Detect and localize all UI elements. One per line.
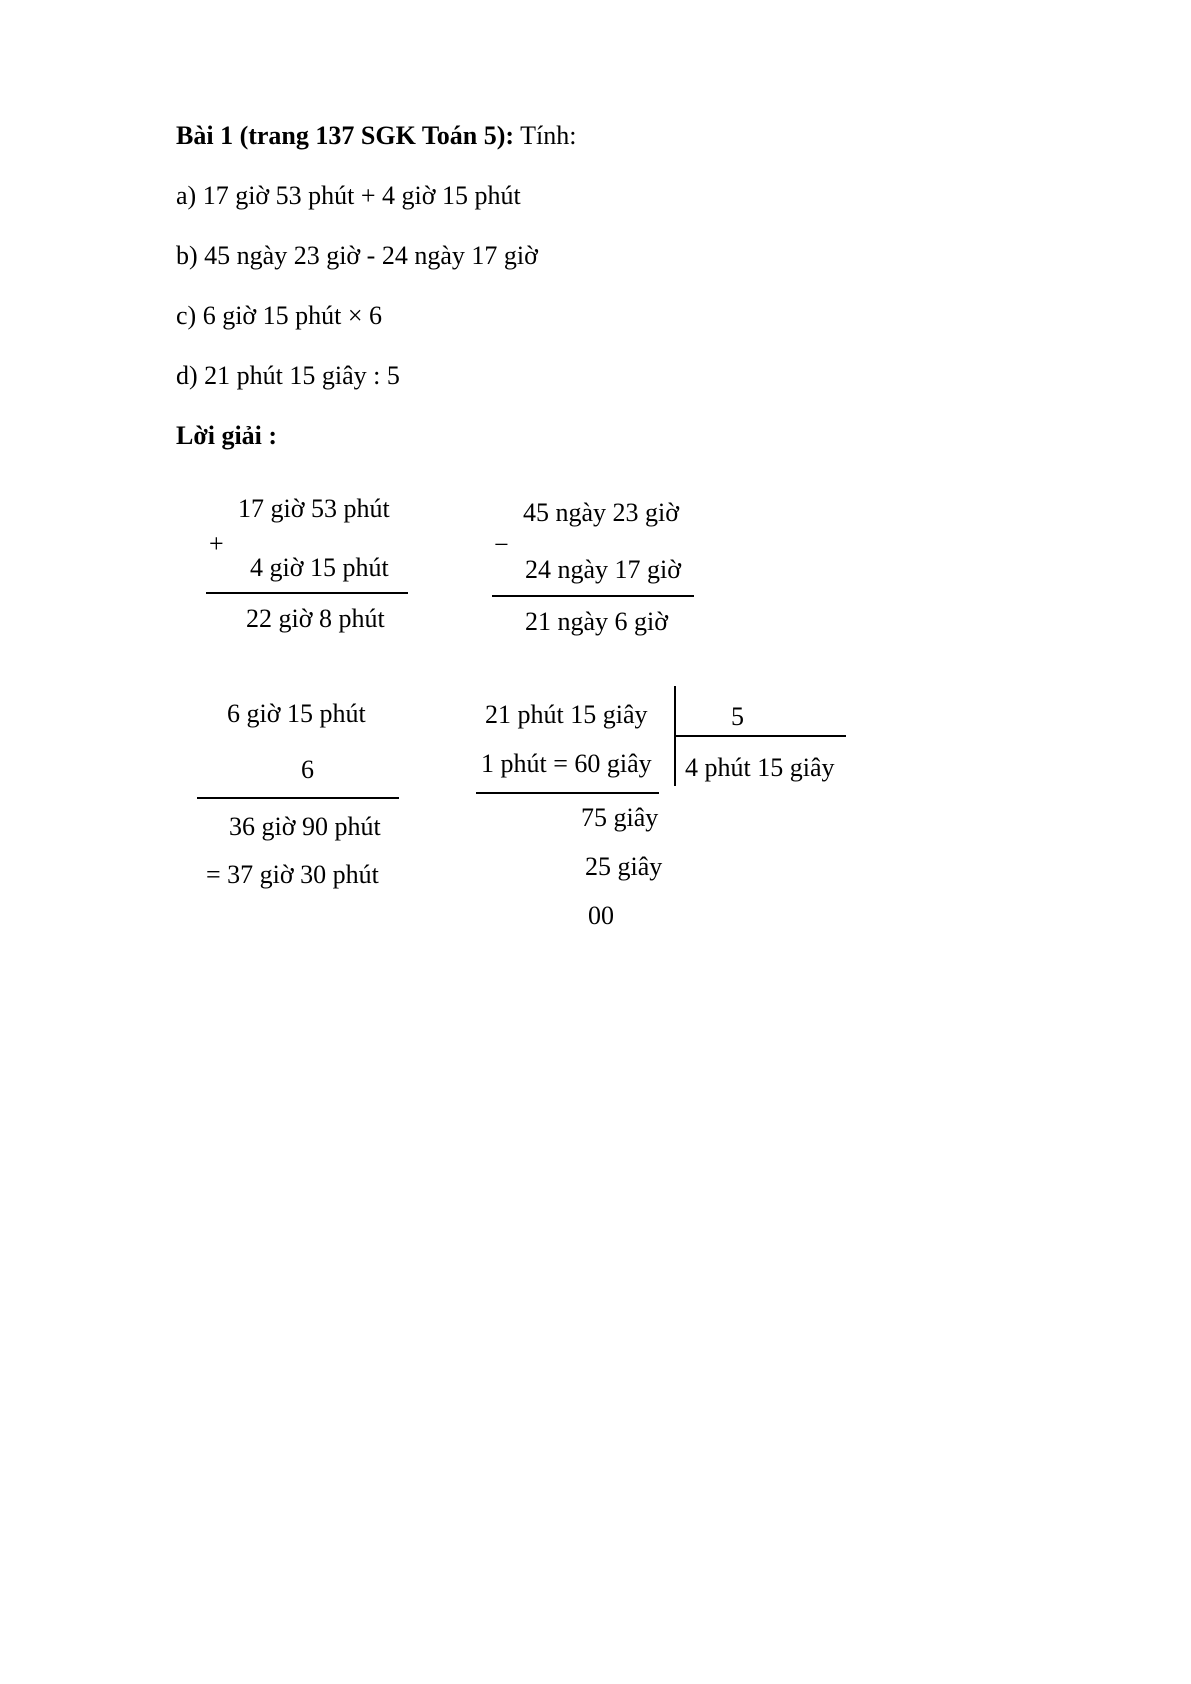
exercise-heading-rest: Tính: (514, 121, 577, 150)
subtraction-operand1: 45 ngày 23 giờ (523, 498, 680, 527)
subtraction-operator: − (494, 530, 509, 559)
division-step2: 25 giây (585, 852, 663, 881)
division-rule (476, 792, 659, 794)
division-divisor-rule (675, 735, 846, 737)
exercise-heading (176, 121, 576, 151)
subtraction-rule (492, 595, 694, 597)
division-dividend: 21 phút 15 giây (485, 700, 648, 729)
multiplication-operand1: 6 giờ 15 phút (227, 699, 366, 728)
addition-operand1: 17 giờ 53 phút (238, 494, 390, 523)
addition-result: 22 giờ 8 phút (246, 604, 385, 633)
multiplication-operand2: 6 (301, 755, 314, 784)
multiplication-rule (197, 797, 399, 799)
division-remainder: 00 (588, 901, 614, 930)
exercise-item-b: b) 45 ngày 23 giờ - 24 ngày 17 giờ (176, 241, 538, 270)
division-quotient: 4 phút 15 giây (685, 753, 835, 782)
addition-operator: + (209, 529, 224, 558)
addition-rule (206, 592, 408, 594)
subtraction-result: 21 ngày 6 giờ (525, 607, 669, 636)
multiplication-result: 36 giờ 90 phút (229, 812, 381, 841)
exercise-item-d: d) 21 phút 15 giây : 5 (176, 361, 400, 390)
division-divisor: 5 (731, 702, 744, 731)
multiplication-result-converted: = 37 giờ 30 phút (206, 860, 379, 889)
subtraction-operand2: 24 ngày 17 giờ (525, 555, 682, 584)
exercise-heading-bold: Bài 1 (trang 137 SGK Toán 5): (176, 121, 515, 150)
addition-operand2: 4 giờ 15 phút (250, 553, 389, 582)
division-step1: 75 giây (581, 803, 659, 832)
exercise-item-c: c) 6 giờ 15 phút × 6 (176, 301, 383, 330)
exercise-item-a: a) 17 giờ 53 phút + 4 giờ 15 phút (176, 181, 521, 210)
solution-heading: Lời giải : (176, 421, 278, 450)
division-conversion: 1 phút = 60 giây (481, 749, 652, 778)
